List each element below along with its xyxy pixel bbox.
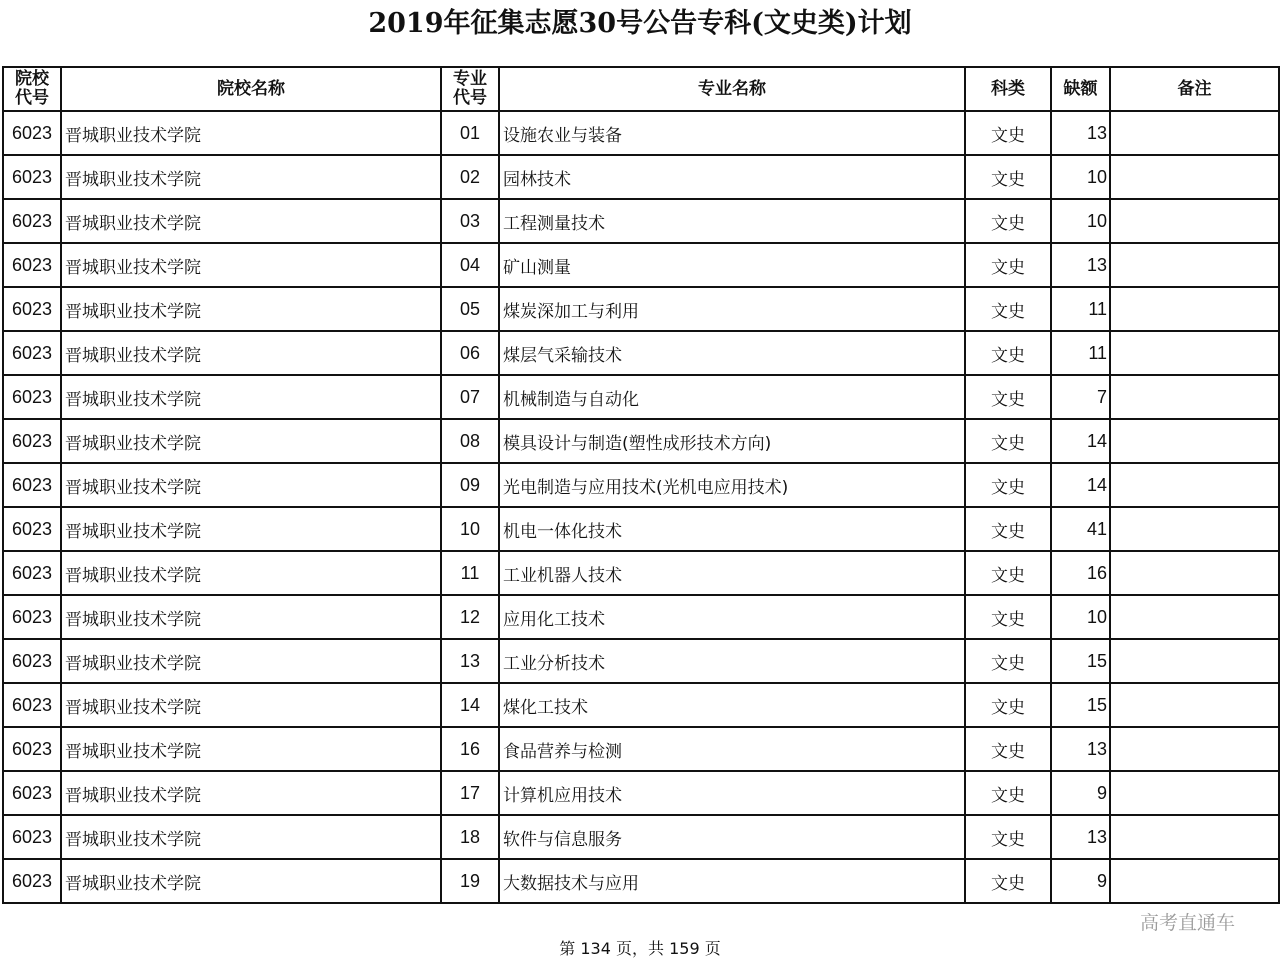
table-row: [3, 683, 1279, 727]
cell-school-name: 晋城职业技术学院: [61, 419, 441, 463]
cell-school-name: 晋城职业技术学院: [61, 683, 441, 727]
cell-category: 文史: [965, 287, 1051, 331]
cell-school-name: 晋城职业技术学院: [61, 243, 441, 287]
cell-major-code: 13: [441, 639, 499, 683]
cell-school-code: 6023: [3, 507, 61, 551]
cell-category: 文史: [965, 683, 1051, 727]
cell-remarks: [1110, 331, 1279, 375]
table-row: [3, 595, 1279, 639]
cell-school-name: 晋城职业技术学院: [61, 727, 441, 771]
cell-school-code: 6023: [3, 551, 61, 595]
cell-remarks: [1110, 111, 1279, 155]
cell-category: 文史: [965, 551, 1051, 595]
page-footer: 第 134 页，共 159 页: [559, 939, 721, 958]
cell-category: 文史: [965, 859, 1051, 903]
plan-table: [2, 66, 1280, 904]
table-row: [3, 111, 1279, 155]
cell-school-name: 晋城职业技术学院: [61, 507, 441, 551]
cell-major-name: 工业机器人技术: [499, 551, 965, 595]
cell-category: 文史: [965, 419, 1051, 463]
cell-vacancy: 13: [1051, 243, 1110, 287]
cell-major-name: 食品营养与检测: [499, 727, 965, 771]
cell-school-name: 晋城职业技术学院: [61, 375, 441, 419]
cell-school-name: 晋城职业技术学院: [61, 859, 441, 903]
cell-major-code: 06: [441, 331, 499, 375]
cell-school-name: 晋城职业技术学院: [61, 287, 441, 331]
cell-category: 文史: [965, 199, 1051, 243]
header-major-name: 专业名称: [499, 67, 965, 111]
cell-major-code: 17: [441, 771, 499, 815]
cell-school-code: 6023: [3, 463, 61, 507]
cell-school-code: 6023: [3, 287, 61, 331]
cell-major-code: 18: [441, 815, 499, 859]
table-row: [3, 771, 1279, 815]
page-title: 2019年征集志愿30号公告专科(文史类)计划: [368, 8, 912, 39]
cell-school-code: 6023: [3, 331, 61, 375]
cell-major-code: 16: [441, 727, 499, 771]
header-school-code: 院校代号: [3, 67, 61, 111]
cell-major-code: 14: [441, 683, 499, 727]
cell-major-name: 计算机应用技术: [499, 771, 965, 815]
cell-category: 文史: [965, 331, 1051, 375]
cell-major-name: 应用化工技术: [499, 595, 965, 639]
cell-school-name: 晋城职业技术学院: [61, 551, 441, 595]
cell-major-name: 煤炭深加工与利用: [499, 287, 965, 331]
table-row: [3, 507, 1279, 551]
cell-school-code: 6023: [3, 815, 61, 859]
cell-remarks: [1110, 551, 1279, 595]
table-row: [3, 727, 1279, 771]
table-body: [3, 111, 1279, 903]
table-row: [3, 243, 1279, 287]
cell-major-name: 矿山测量: [499, 243, 965, 287]
cell-remarks: [1110, 683, 1279, 727]
cell-major-code: 12: [441, 595, 499, 639]
cell-major-name: 工程测量技术: [499, 199, 965, 243]
cell-category: 文史: [965, 155, 1051, 199]
table-row: [3, 815, 1279, 859]
cell-major-name: 光电制造与应用技术(光机电应用技术): [499, 463, 965, 507]
cell-remarks: [1110, 243, 1279, 287]
cell-category: 文史: [965, 463, 1051, 507]
cell-school-code: 6023: [3, 243, 61, 287]
cell-major-code: 19: [441, 859, 499, 903]
cell-remarks: [1110, 595, 1279, 639]
cell-category: 文史: [965, 595, 1051, 639]
cell-remarks: [1110, 727, 1279, 771]
cell-category: 文史: [965, 243, 1051, 287]
cell-school-code: 6023: [3, 639, 61, 683]
table-row: [3, 463, 1279, 507]
cell-major-code: 11: [441, 551, 499, 595]
cell-major-name: 大数据技术与应用: [499, 859, 965, 903]
cell-major-code: 07: [441, 375, 499, 419]
cell-school-name: 晋城职业技术学院: [61, 639, 441, 683]
cell-school-code: 6023: [3, 199, 61, 243]
cell-remarks: [1110, 287, 1279, 331]
table-header-row: [3, 67, 1279, 111]
cell-remarks: [1110, 375, 1279, 419]
cell-major-code: 05: [441, 287, 499, 331]
cell-vacancy: 9: [1051, 859, 1110, 903]
cell-remarks: [1110, 155, 1279, 199]
cell-remarks: [1110, 815, 1279, 859]
cell-school-name: 晋城职业技术学院: [61, 771, 441, 815]
header-remarks: 备注: [1110, 67, 1279, 111]
cell-school-code: 6023: [3, 595, 61, 639]
cell-school-code: 6023: [3, 771, 61, 815]
table-row: [3, 419, 1279, 463]
cell-vacancy: 7: [1051, 375, 1110, 419]
cell-vacancy: 13: [1051, 727, 1110, 771]
cell-remarks: [1110, 463, 1279, 507]
cell-vacancy: 16: [1051, 551, 1110, 595]
header-school-name: 院校名称: [61, 67, 441, 111]
cell-vacancy: 10: [1051, 199, 1110, 243]
cell-major-code: 09: [441, 463, 499, 507]
cell-category: 文史: [965, 727, 1051, 771]
cell-major-name: 煤层气采输技术: [499, 331, 965, 375]
cell-category: 文史: [965, 639, 1051, 683]
cell-school-name: 晋城职业技术学院: [61, 155, 441, 199]
watermark: 高考直通车: [1140, 912, 1236, 934]
cell-category: 文史: [965, 771, 1051, 815]
header-major-code: 专业代号: [441, 67, 499, 111]
cell-major-name: 软件与信息服务: [499, 815, 965, 859]
table-row: [3, 199, 1279, 243]
cell-major-name: 机械制造与自动化: [499, 375, 965, 419]
cell-school-name: 晋城职业技术学院: [61, 815, 441, 859]
cell-remarks: [1110, 199, 1279, 243]
cell-remarks: [1110, 771, 1279, 815]
table-row: [3, 859, 1279, 903]
cell-vacancy: 15: [1051, 639, 1110, 683]
cell-major-name: 煤化工技术: [499, 683, 965, 727]
cell-vacancy: 14: [1051, 419, 1110, 463]
cell-school-name: 晋城职业技术学院: [61, 463, 441, 507]
cell-major-code: 03: [441, 199, 499, 243]
cell-vacancy: 11: [1051, 331, 1110, 375]
cell-major-code: 08: [441, 419, 499, 463]
header-vacancy: 缺额: [1051, 67, 1110, 111]
table-row: [3, 551, 1279, 595]
cell-remarks: [1110, 859, 1279, 903]
cell-category: 文史: [965, 507, 1051, 551]
cell-major-name: 模具设计与制造(塑性成形技术方向): [499, 419, 965, 463]
cell-school-name: 晋城职业技术学院: [61, 111, 441, 155]
header-category: 科类: [965, 67, 1051, 111]
cell-school-name: 晋城职业技术学院: [61, 331, 441, 375]
cell-category: 文史: [965, 815, 1051, 859]
cell-remarks: [1110, 419, 1279, 463]
cell-vacancy: 13: [1051, 815, 1110, 859]
cell-category: 文史: [965, 375, 1051, 419]
cell-major-name: 机电一体化技术: [499, 507, 965, 551]
cell-remarks: [1110, 639, 1279, 683]
cell-school-name: 晋城职业技术学院: [61, 199, 441, 243]
cell-vacancy: 10: [1051, 155, 1110, 199]
cell-major-code: 04: [441, 243, 499, 287]
cell-vacancy: 11: [1051, 287, 1110, 331]
cell-school-code: 6023: [3, 683, 61, 727]
cell-major-code: 01: [441, 111, 499, 155]
cell-vacancy: 41: [1051, 507, 1110, 551]
cell-vacancy: 13: [1051, 111, 1110, 155]
cell-major-name: 设施农业与装备: [499, 111, 965, 155]
cell-school-code: 6023: [3, 859, 61, 903]
cell-major-name: 园林技术: [499, 155, 965, 199]
cell-school-code: 6023: [3, 375, 61, 419]
table-row: [3, 155, 1279, 199]
table-row: [3, 287, 1279, 331]
cell-remarks: [1110, 507, 1279, 551]
cell-school-code: 6023: [3, 727, 61, 771]
cell-category: 文史: [965, 111, 1051, 155]
cell-vacancy: 9: [1051, 771, 1110, 815]
table-row: [3, 639, 1279, 683]
table-row: [3, 331, 1279, 375]
cell-vacancy: 10: [1051, 595, 1110, 639]
cell-vacancy: 14: [1051, 463, 1110, 507]
cell-vacancy: 15: [1051, 683, 1110, 727]
table-row: [3, 375, 1279, 419]
cell-school-code: 6023: [3, 419, 61, 463]
cell-major-code: 02: [441, 155, 499, 199]
cell-major-code: 10: [441, 507, 499, 551]
cell-major-name: 工业分析技术: [499, 639, 965, 683]
cell-school-name: 晋城职业技术学院: [61, 595, 441, 639]
cell-school-code: 6023: [3, 155, 61, 199]
cell-school-code: 6023: [3, 111, 61, 155]
